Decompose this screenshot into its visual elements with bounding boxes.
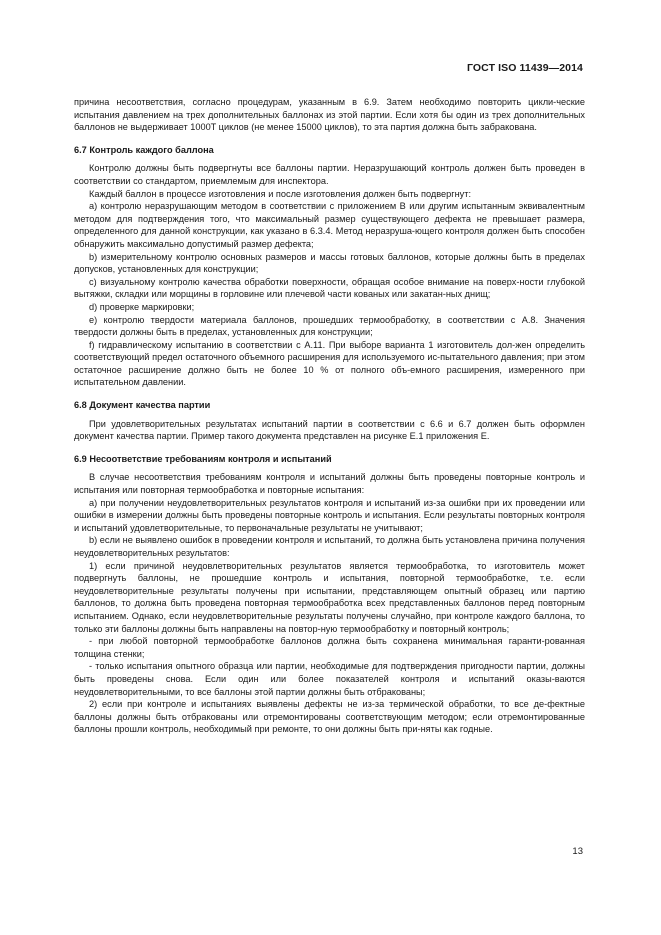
- list-item-6-9-b-1-dash-1: - при любой повторной термообработке баллонов должна быть сохранена минимальная гаранти-рованная толщина стенки;: [74, 636, 585, 659]
- list-item-6-7-a: a) контролю неразрушающим методом в соответствии с приложением В или другим испытанным эквивалентным методом для подтверждения того, что максимальный размер существующего дефекта не превышает размера, определенного для данной конструкции, как указано в 6.3.4. Метод неразруша-ющего контроля должен быть способен обнаружить максимально допустимый размер дефекта;: [74, 201, 585, 249]
- paragraph-6-8: При удовлетворительных результатах испытаний партии в соответствии с 6.6 и 6.7 должен быть оформлен документ качества партии. Пример такого документа представлен на рисунке Е.1 приложения Е.: [74, 418, 585, 442]
- paragraph-6-7-each-cylinder: Каждый баллон в процессе изготовления и после изготовления должен быть подвергнут:: [89, 188, 472, 199]
- list-item-6-7-e: e) контролю твердости материала баллонов, прошедших термообработку, в соответствии с А.8. Значения твердости должны быть в пределах, установленных для конструкции;: [74, 314, 585, 338]
- paragraph-6-6-continuation: причина несоответствия, согласно процедурам, указанным в 6.9. Затем необходимо повторить цикли-ческие испытания давлением на трех дополнительных баллонах из этой партии. Если хотя бы один из трех дополнительных баллонов не выдерживает 1000T циклов (не менее 15000 циклов), то эта партия должна быть забракована.: [74, 97, 585, 133]
- paragraph-6-7-intro: Контролю должны быть подвергнуты все баллоны партии. Неразрушающий контроль должен быть проведен в соответствии со стандартом, приемлемым для инспектора.: [74, 163, 585, 186]
- section-heading-6-9: 6.9 Несоответствие требованиям контроля и испытаний: [74, 453, 332, 464]
- page-number: 13: [572, 846, 583, 857]
- standard-code-header: ГОСТ ISO 11439—2014: [466, 62, 583, 74]
- list-item-6-9-a: a) при получении неудовлетворительных результатов контроля и испытаний из-за ошибки при их проведении или ошибки в измерении должны быть проведены повторные контроль и испытания. Если результаты повторных контроля и испытаний удовлетворительные, то первоначальные результаты не учитывают;: [74, 497, 585, 533]
- paragraph-6-9-intro: В случае несоответствия требованиям контроля и испытаний должны быть проведены повторные контроль и испытания или повторная термообработка и повторные испытания:: [74, 472, 585, 496]
- list-item-6-7-c: c) визуальному контролю качества обработки поверхности, обращая особое внимание на поверх-ности глубокой вытяжки, складки или морщины в горловине или плечевой части кованых или закатан-ных днищ;: [74, 276, 585, 300]
- document-body: [74, 96, 585, 736]
- list-item-6-9-b: b) если не выявлено ошибок в проведении контроля и испытаний, то должна быть установлена причина получения неудовлетворительных результатов:: [74, 535, 585, 558]
- list-item-6-7-b: b) измерительному контролю основных размеров и массы готовых баллонов, которые должны быть в пределах допусков, установленных для конструкции;: [74, 251, 585, 275]
- section-heading-6-7: 6.7 Контроль каждого баллона: [74, 144, 214, 155]
- list-item-6-9-b-1: 1) если причиной неудовлетворительных результатов является термообработка, то изготовитель может подвергнуть баллоны, не прошедшие контроль и испытания, повторной термообработке, т.е. если неудовлетворительные результаты получены при испытании, представляющем опытный образец или партию баллонов, то должна быть проведена повторная термообработка всех представленных баллонов перед повторным испытанием. Однако, если неудовлетворительные результаты получены случайно, при контроле каждого баллона, то только эти баллоны должны быть направлены на повтор-ную термообработку и повторный контроль;: [74, 560, 585, 634]
- list-item-6-7-d: d) проверке маркировки;: [89, 301, 195, 312]
- list-item-6-9-b-1-dash-2: - только испытания опытного образца или партии, необходимые для подтверждения пригодности партии, должны быть проведены снова. Если один или более показателей контроля и испытаний оказы-ваются неудовлетворительными, то все баллоны этой партии должны быть отбракованы;: [74, 661, 585, 697]
- list-item-6-7-f: f) гидравлическому испытанию в соответствии с А.11. При выборе варианта 1 изготовитель дол-жен определить соответствующий предел остаточного объемного расширения для используемого ис-пытательного давления; при этом остаточное расширение должно быть не более 10 % от полного объ-емного расширения, измеренного при испытательном давлении.: [74, 339, 585, 388]
- section-heading-6-8: 6.8 Документ качества партии: [74, 400, 211, 411]
- list-item-6-9-b-2: 2) если при контроле и испытаниях выявлены дефекты не из-за термической обработки, то все де-фектные баллоны должны быть отбракованы или отремонтированы соответствующим методом; если отремонтированные баллоны прошли контроль, необходимый при ремонте, то они должны быть при-няты как годные.: [74, 699, 585, 735]
